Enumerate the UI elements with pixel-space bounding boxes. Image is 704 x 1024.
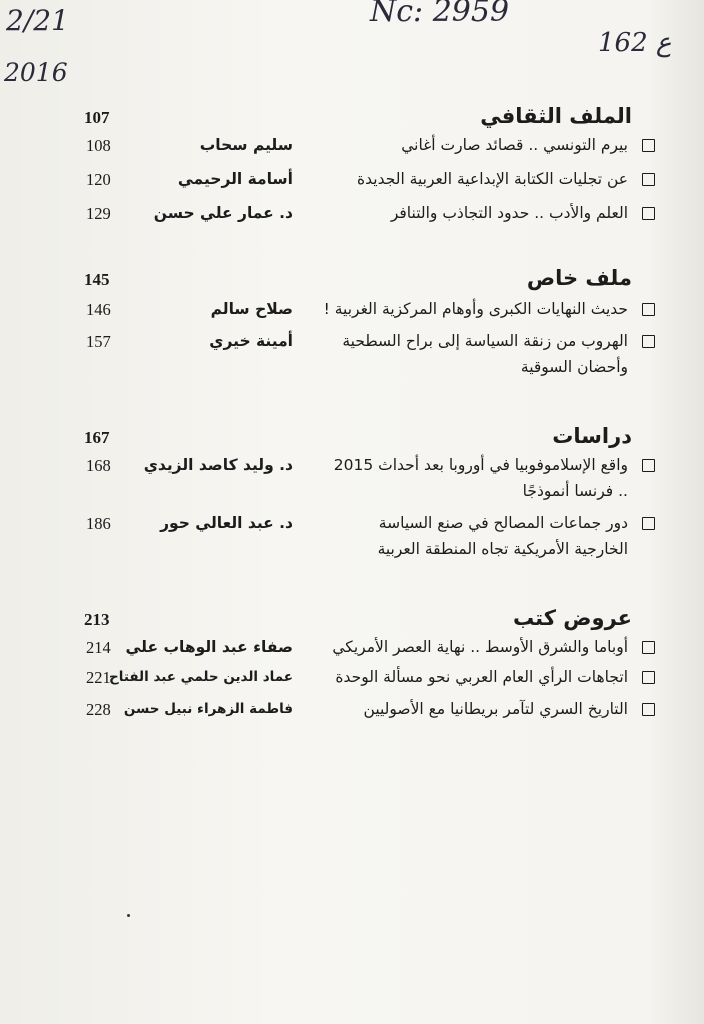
stray-mark [127, 914, 130, 917]
entry-title: الهروب من زنقة السياسة إلى براح السطحية [342, 332, 628, 350]
checkbox-icon [642, 139, 655, 152]
entry-author: فاطمة الزهراء نبيل حسن [123, 701, 293, 717]
checkbox-icon [642, 641, 655, 654]
section-page-number: 213 [84, 610, 110, 629]
section-title: ملف خاص [526, 266, 632, 290]
entry-page-number: 186 [86, 514, 111, 533]
entry-author: د. عمار علي حسن [153, 204, 293, 222]
entry-page-number: 120 [86, 170, 111, 189]
entry-page-number: 168 [86, 456, 111, 475]
entry-title: العلم والأدب .. حدود التجاذب والتنافر [390, 204, 628, 222]
entry-author: عماد الدين حلمي عبد الفتاح [109, 669, 293, 685]
entry-title: دور جماعات المصالح في صنع السياسة [378, 514, 628, 532]
section-header [0, 424, 704, 454]
entry-author: صفاء عبد الوهاب علي [125, 638, 293, 656]
section-page-number: 107 [84, 108, 110, 127]
entry-title-continuation: وأحضان السوقية [520, 358, 628, 376]
section-title: الملف الثقافي [480, 104, 632, 128]
checkbox-icon [642, 517, 655, 530]
entry-author: سليم سحاب [199, 136, 293, 154]
entry-author: صلاح سالم [210, 300, 293, 318]
entry-title: التاريخ السري لتآمر بريطانيا مع الأصوليين [363, 700, 628, 718]
checkbox-icon [642, 303, 655, 316]
handwritten-note-top-right: 162 ع [598, 28, 672, 58]
entry-page-number: 221 [86, 668, 111, 687]
section-title: عروض كتب [512, 606, 632, 630]
entry-page-number: 129 [86, 204, 111, 223]
entry-title-continuation: الخارجية الأمريكية تجاه المنطقة العربية [377, 540, 628, 558]
handwritten-note-top-left: 2/21 [6, 4, 69, 37]
entry-title: بيرم التونسي .. قصائد صارت أغاني [401, 136, 628, 154]
entry-page-number: 214 [86, 638, 111, 657]
entry-title: حديث النهايات الكبرى وأوهام المركزية الغربية ! [323, 300, 628, 318]
handwritten-year: 2016 [4, 58, 68, 87]
entry-author: د. عبد العالي حور [160, 514, 293, 532]
checkbox-icon [642, 173, 655, 186]
entry-page-number: 108 [86, 136, 111, 155]
entry-title: أوباما والشرق الأوسط .. نهاية العصر الأمريكي [332, 638, 628, 656]
entry-title: عن تجليات الكتابة الإبداعية العربية الجديدة [357, 170, 628, 188]
checkbox-icon [642, 459, 655, 472]
entry-author: أسامة الرحيمي [177, 170, 293, 188]
section-header [0, 606, 704, 636]
section-page-number: 167 [84, 428, 110, 447]
entry-title: واقع الإسلاموفوبيا في أوروبا بعد أحداث 2015 [333, 456, 628, 474]
entry-title-continuation: .. فرنسا أنموذجًا [522, 482, 628, 500]
entry-author: أمينة خيري [209, 332, 293, 350]
checkbox-icon [642, 207, 655, 220]
checkbox-icon [642, 335, 655, 348]
section-title: دراسات [552, 424, 632, 448]
checkbox-icon [642, 703, 655, 716]
handwritten-catalog-number: Nc: 2959 [370, 0, 510, 29]
section-page-number: 145 [84, 270, 110, 289]
entry-title: اتجاهات الرأي العام العربي نحو مسألة الوحدة [335, 668, 628, 686]
entry-page-number: 146 [86, 300, 111, 319]
checkbox-icon [642, 671, 655, 684]
section-header [0, 104, 704, 134]
entry-page-number: 228 [86, 700, 111, 719]
entry-author: د. وليد كاصد الزيدي [143, 456, 293, 474]
entry-page-number: 157 [86, 332, 111, 351]
section-header [0, 266, 704, 296]
